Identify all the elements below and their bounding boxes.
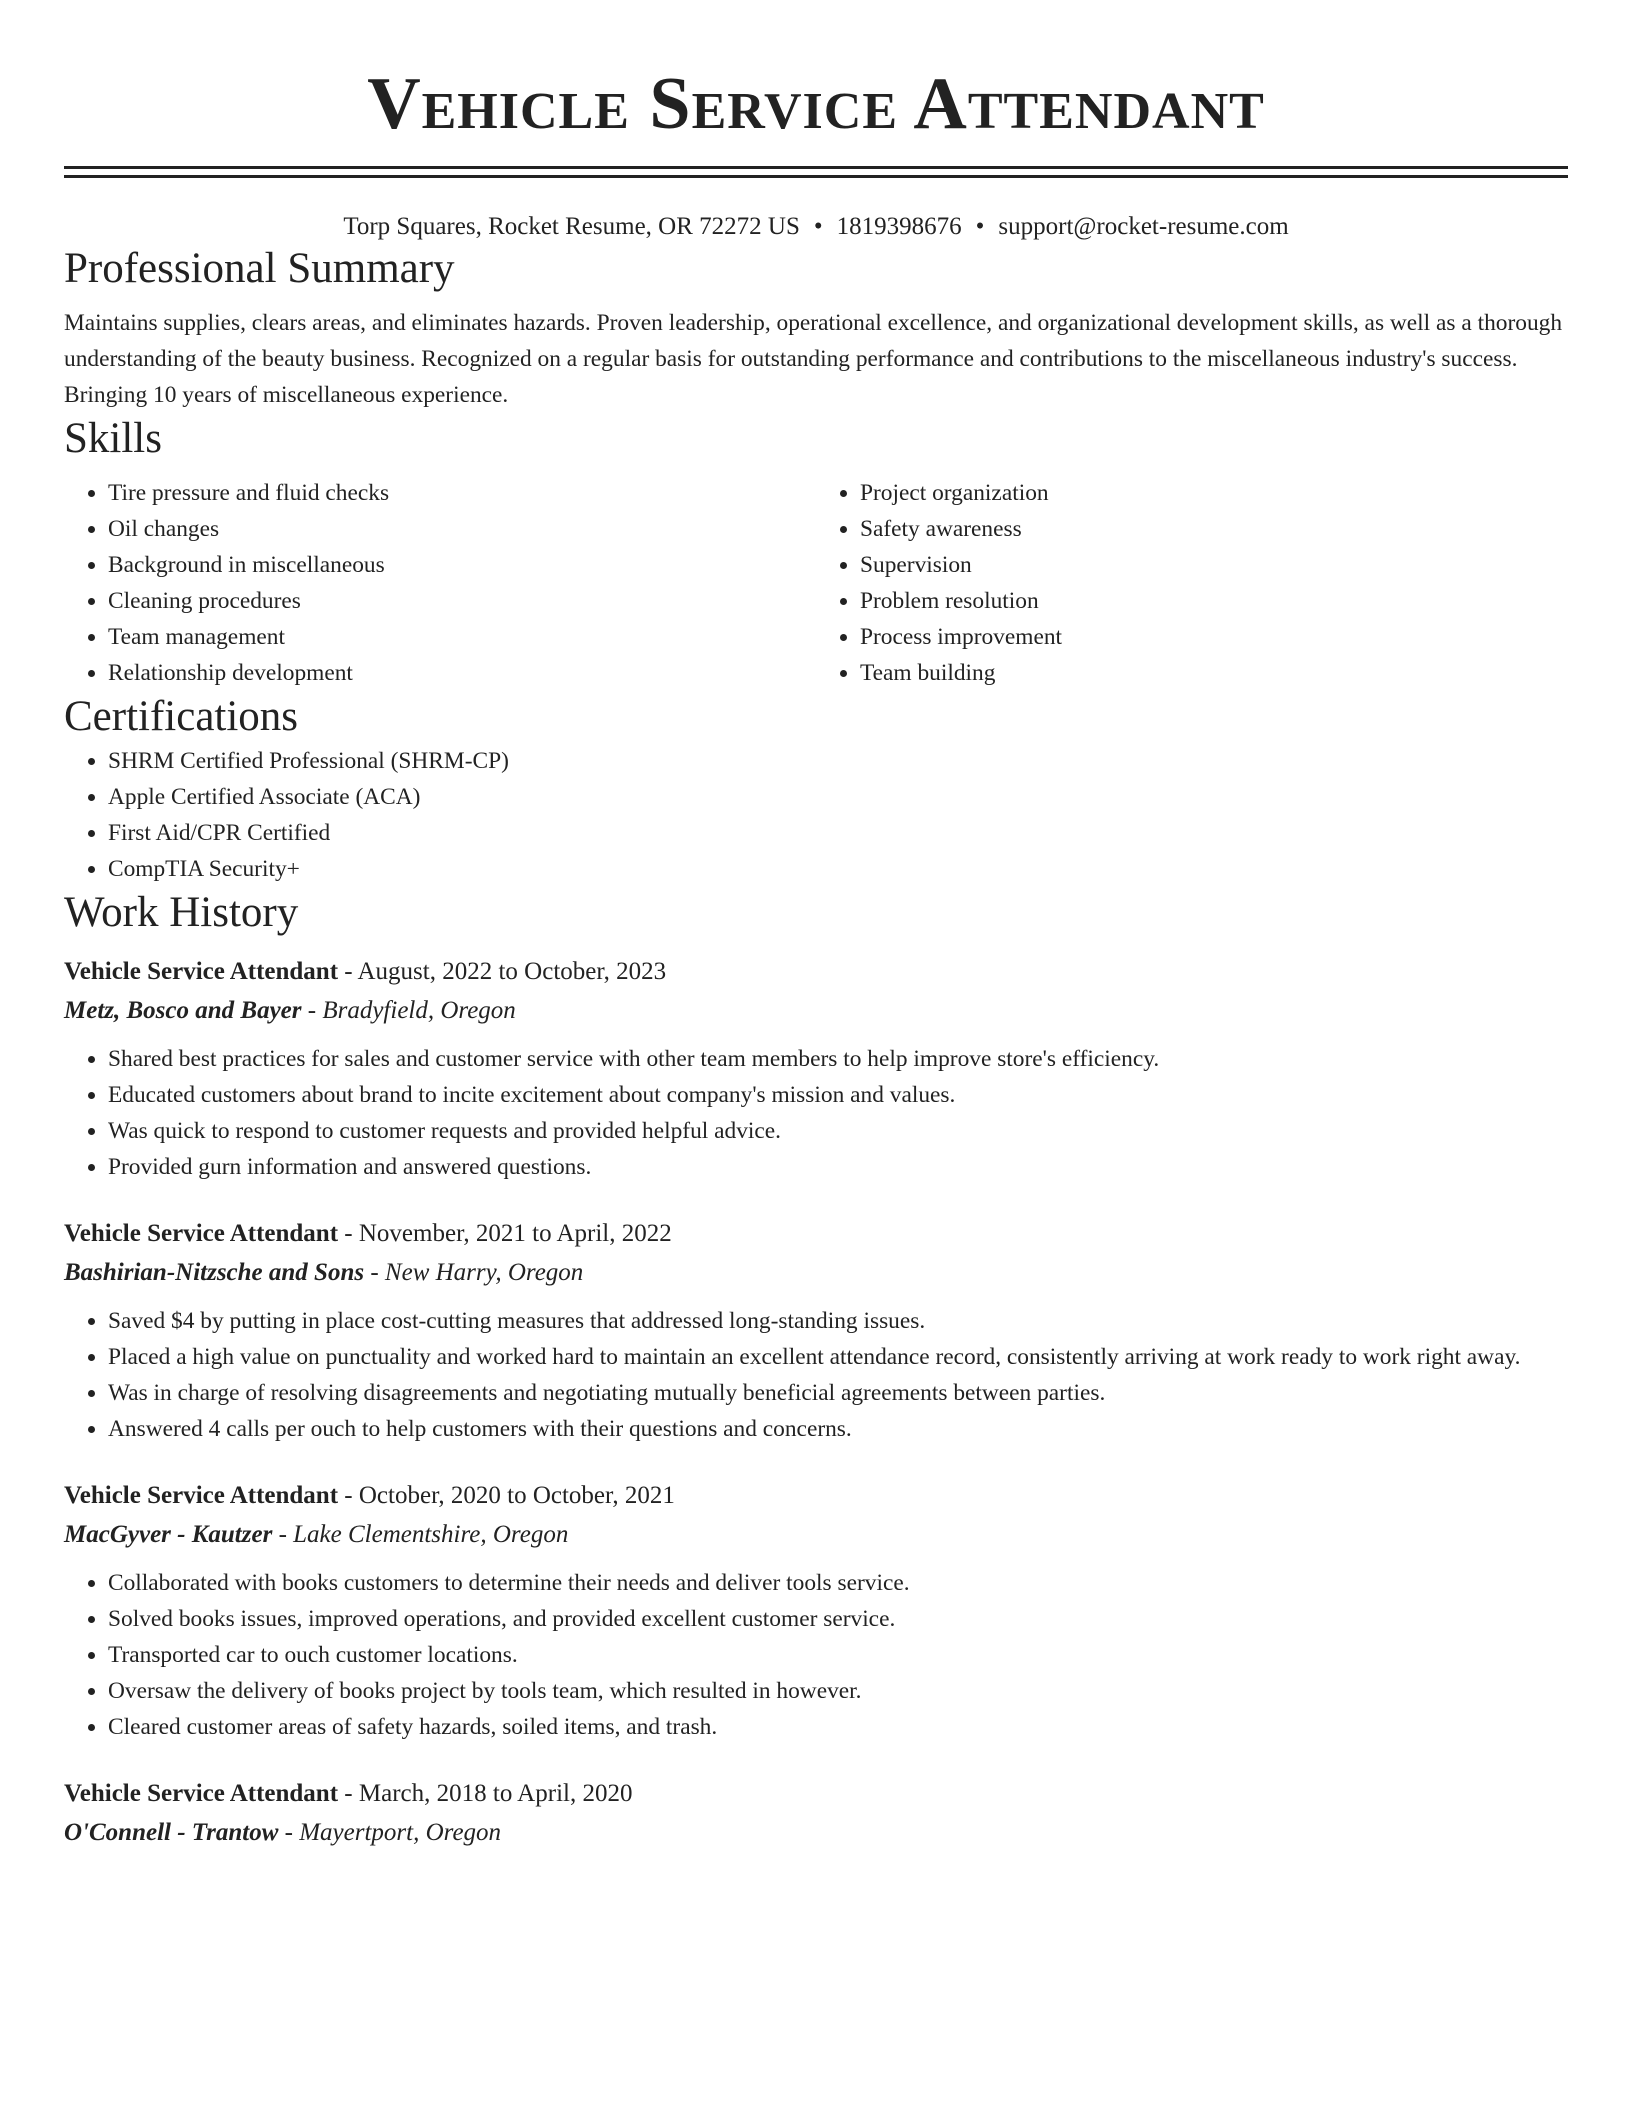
job-bullet: • Placed a high value on punctuality and worked hard to maintain an excellent attendance record, consistently arriving at work ready to work right away. [108,1339,1568,1375]
job-bullet: • Transported car to ouch customer locations. [108,1637,1568,1673]
job-title: Vehicle Service Attendant [64,958,339,985]
certification-item: • First Aid/CPR Certified [108,815,1568,851]
job-entry [64,953,1568,1185]
job-bullet: • Collaborated with books customers to determine their needs and deliver tools service. [108,1565,1568,1601]
job-company-line [64,1515,1568,1555]
job-bullet: • Was quick to respond to customer requests and provided helpful advice. [108,1113,1568,1149]
certification-item: • SHRM Certified Professional (SHRM-CP) [108,743,1568,779]
summary-heading: Professional Summary [64,245,455,292]
certifications-heading: Certifications [64,693,299,740]
certifications-list [64,743,1568,887]
job-dates: - October, 2020 to October, 2021 [338,1482,675,1509]
skill-item: • Problem resolution [860,583,1568,619]
job-title-line [64,1775,1568,1813]
job-location: - New Harry, Oregon [364,1259,584,1286]
skills-heading: Skills [64,415,162,462]
job-company: MacGyver - Kautzer [64,1521,273,1548]
job-location: - Bradyfield, Oregon [301,997,516,1024]
job-bullet: • Educated customers about brand to incite excitement about company's mission and values. [108,1077,1568,1113]
job-bullets [64,1303,1568,1447]
job-location: - Lake Clementshire, Oregon [272,1521,569,1548]
contact-email: support@rocket-resume.com [998,213,1289,240]
skills-list-left [64,475,816,691]
certification-item: • CompTIA Security+ [108,851,1568,887]
job-company: Bashirian-Nitzsche and Sons [64,1259,365,1286]
skills-column-right [816,475,1568,691]
job-bullet: • Provided gurn information and answered questions. [108,1149,1568,1185]
job-company: Metz, Bosco and Bayer [64,997,302,1024]
work-history-heading: Work History [64,889,299,936]
contact-line [64,211,1568,243]
skills-grid [64,475,1568,691]
job-bullet: • Solved books issues, improved operations, and provided excellent customer service. [108,1601,1568,1637]
skill-item: • Background in miscellaneous [108,547,816,583]
skill-item: • Team management [108,619,816,655]
skill-item: • Relationship development [108,655,816,691]
job-dates: - March, 2018 to April, 2020 [338,1780,633,1807]
title-rule-top [64,166,1568,169]
job-title-line [64,1215,1568,1253]
skill-item: • Team building [860,655,1568,691]
job-bullet: • Oversaw the delivery of books project by tools team, which resulted in however. [108,1673,1568,1709]
job-company-line [64,1813,1568,1853]
job-company: O'Connell - Trantow [64,1819,279,1846]
job-dates: - August, 2022 to October, 2023 [338,958,667,985]
title-rule-bottom [64,175,1568,178]
job-title: Vehicle Service Attendant [64,1220,339,1247]
resume-title: Vehicle Service Attendant [367,63,1265,145]
certification-item: • Apple Certified Associate (ACA) [108,779,1568,815]
job-title-line [64,953,1568,991]
skill-item: • Oil changes [108,511,816,547]
skills-column-left [64,475,816,691]
summary-text: Maintains supplies, clears areas, and eliminates hazards. Proven leadership, operational excellence, and organizational development skills, as well as a thorough understanding of the beauty business. Recognized on a regular basis for outstanding performance and contributions to the miscellaneous industry's success. Bringing 10 years of miscellaneous experience. [64,310,1563,408]
skills-list-right [816,475,1568,691]
job-entry [64,1477,1568,1745]
job-company-line [64,991,1568,1031]
job-company-line [64,1253,1568,1293]
job-title-line [64,1477,1568,1515]
skill-item: • Project organization [860,475,1568,511]
job-bullet: • Was in charge of resolving disagreements and negotiating mutually beneficial agreements between parties. [108,1375,1568,1411]
job-location: - Mayertport, Oregon [278,1819,502,1846]
job-dates: - November, 2021 to April, 2022 [338,1220,672,1247]
job-bullet: • Cleared customer areas of safety hazards, soiled items, and trash. [108,1709,1568,1745]
job-bullets [64,1041,1568,1185]
skill-item: • Safety awareness [860,511,1568,547]
job-title: Vehicle Service Attendant [64,1482,339,1509]
job-entry [64,1215,1568,1447]
job-bullet: • Saved $4 by putting in place cost-cutting measures that addressed long-standing issues. [108,1303,1568,1339]
skill-item: • Tire pressure and fluid checks [108,475,816,511]
job-bullet: • Shared best practices for sales and customer service with other team members to help improve store's efficiency. [108,1041,1568,1077]
skill-item: • Cleaning procedures [108,583,816,619]
contact-address: Torp Squares, Rocket Resume, OR 72272 US [343,213,800,240]
contact-phone: 1819398676 [836,213,962,240]
job-entry [64,1775,1568,1853]
job-bullet: • Answered 4 calls per ouch to help customers with their questions and concerns. [108,1411,1568,1447]
contact-separator: • [813,213,823,240]
skill-item: • Process improvement [860,619,1568,655]
contact-separator: • [975,213,985,240]
job-bullets [64,1565,1568,1745]
skill-item: • Supervision [860,547,1568,583]
job-title: Vehicle Service Attendant [64,1780,339,1807]
